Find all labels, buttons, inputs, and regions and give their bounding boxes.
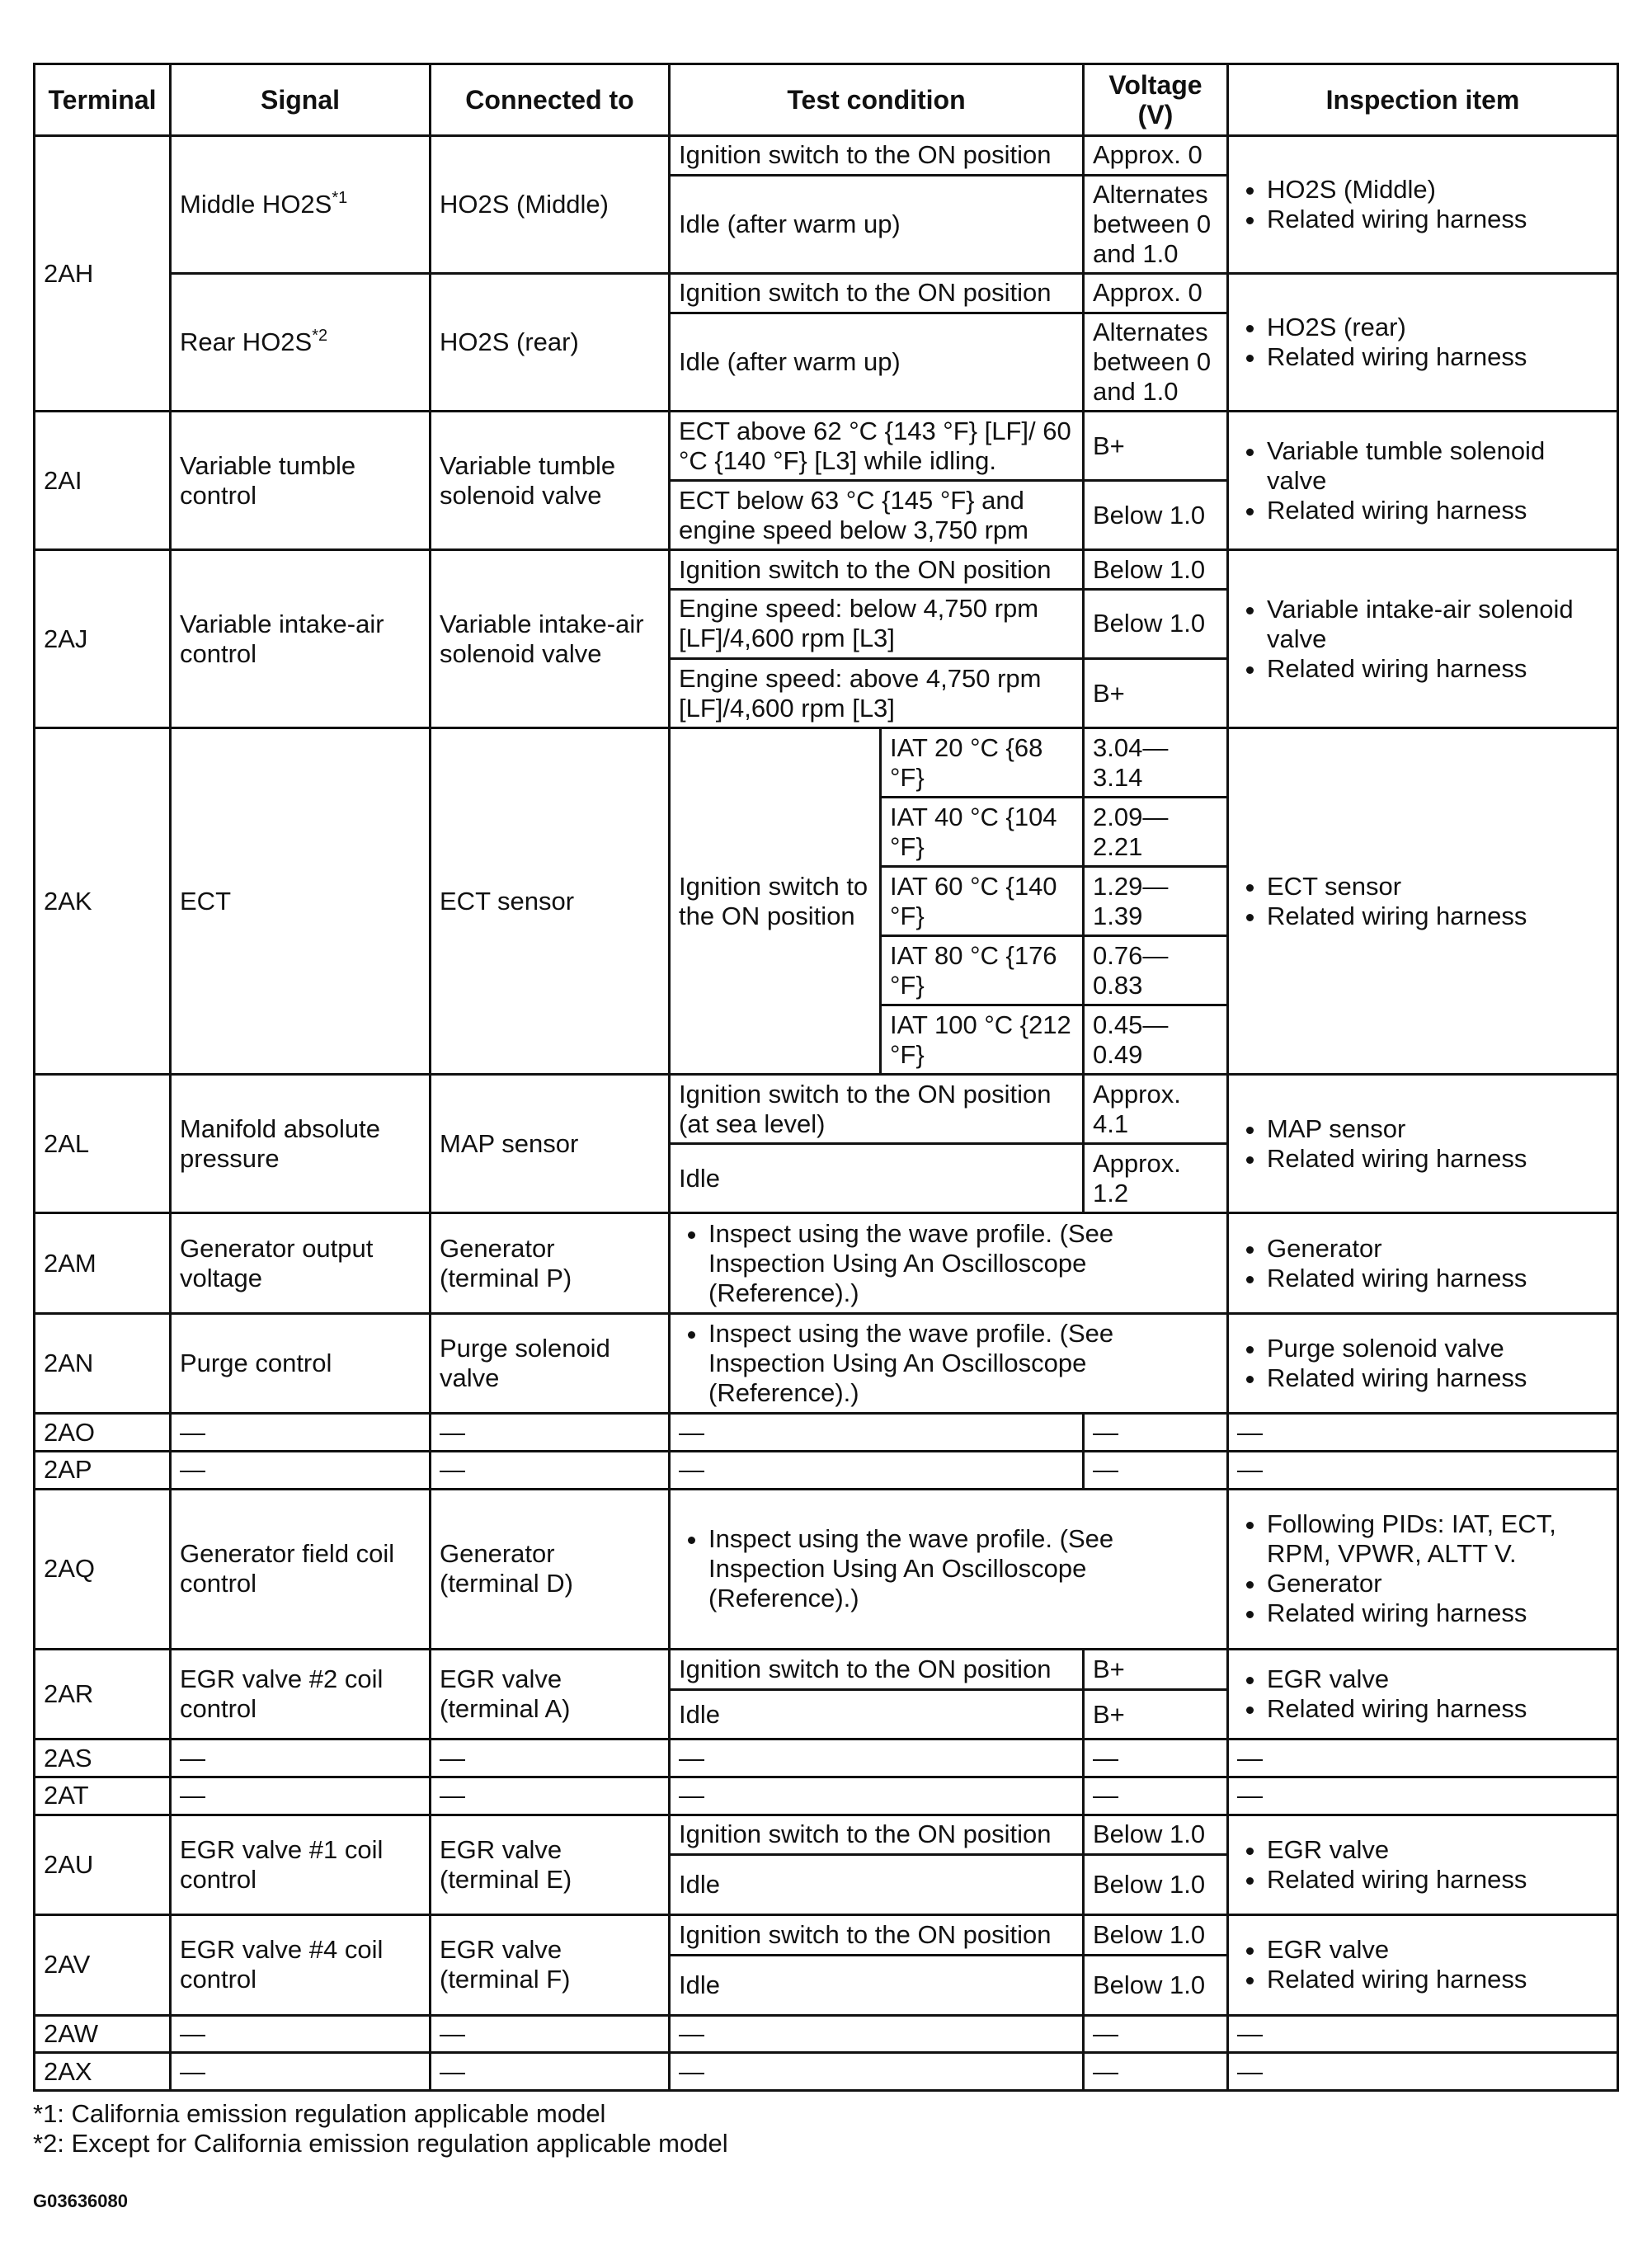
empty-cell: — [670, 1777, 1084, 1815]
table-row [35, 412, 1618, 481]
empty-cell: — [670, 1740, 1084, 1777]
empty-cell: — [171, 1452, 431, 1490]
footnotes [33, 2099, 728, 2158]
terminal-cell: 2AV [35, 1915, 171, 2016]
table-row [35, 1313, 1618, 1414]
voltage-cell: Below 1.0 [1084, 1855, 1228, 1915]
voltage-cell: 3.04— 3.14 [1084, 728, 1228, 798]
condition-cell: • Inspect using the wave profile. (See Inspection Using An Oscilloscope (Reference).) [670, 1213, 1228, 1314]
condition-cell: Idle [670, 1955, 1084, 2015]
voltage-cell: Approx. 1.2 [1084, 1144, 1228, 1213]
inspection-cell: • Generator • Related wiring harness [1228, 1213, 1618, 1314]
empty-cell: — [171, 2015, 431, 2053]
header-test-condition: Test condition [670, 64, 1084, 136]
connected-cell: EGR valve (terminal A) [431, 1650, 670, 1740]
header-connected-to: Connected to [431, 64, 670, 136]
voltage-cell: 0.76— 0.83 [1084, 936, 1228, 1005]
voltage-cell: Below 1.0 [1084, 481, 1228, 550]
empty-cell: — [1228, 2053, 1618, 2091]
empty-cell: — [431, 1740, 670, 1777]
voltage-cell: Approx. 4.1 [1084, 1075, 1228, 1144]
empty-cell: — [1228, 1414, 1618, 1452]
signal-cell: EGR valve #4 coil control [171, 1915, 431, 2016]
condition-cell: Engine speed: above 4,750 rpm [LF]/4,600 rpm [L3] [670, 659, 1084, 728]
header-row [35, 64, 1618, 136]
voltage-cell: Below 1.0 [1084, 550, 1228, 590]
table-row [35, 1075, 1618, 1144]
terminal-cell: 2AT [35, 1777, 171, 1815]
voltage-cell: 0.45— 0.49 [1084, 1005, 1228, 1075]
inspection-cell: • MAP sensor • Related wiring harness [1228, 1075, 1618, 1213]
terminal-cell: 2AM [35, 1213, 171, 1314]
sub-condition-cell: IAT 20 °C {68 °F} [881, 728, 1084, 798]
voltage-cell: 2.09— 2.21 [1084, 798, 1228, 867]
empty-cell: — [670, 2053, 1084, 2091]
header-terminal: Terminal [35, 64, 171, 136]
table-row [35, 1489, 1618, 1649]
inspection-cell: • Following PIDs: IAT, ECT, RPM, VPWR, ALTT V. • Generator • Related wiring harness [1228, 1489, 1618, 1649]
empty-cell: — [1084, 1777, 1228, 1815]
empty-cell: — [171, 1414, 431, 1452]
connected-cell: Generator (terminal D) [431, 1489, 670, 1649]
sub-condition-cell: IAT 40 °C {104 °F} [881, 798, 1084, 867]
terminal-cell: 2AP [35, 1452, 171, 1490]
voltage-cell: Below 1.0 [1084, 589, 1228, 658]
signal-cell: Middle $HO2S^{*1}$ [171, 136, 431, 274]
condition-cell: Ignition switch to the ON position [670, 550, 1084, 590]
terminal-cell: 2AK [35, 728, 171, 1075]
condition-cell: Ignition switch to the ON position [670, 274, 1084, 313]
condition-cell: ECT below 63 °C {145 °F} and engine speed below 3,750 rpm [670, 481, 1084, 550]
signal-cell: Variable intake-air control [171, 550, 431, 728]
inspection-cell: • Variable intake-air solenoid valve • Related wiring harness [1228, 550, 1618, 728]
inspection-cell: • Purge solenoid valve • Related wiring harness [1228, 1313, 1618, 1414]
condition-cell: Ignition switch to the ON position [670, 1650, 1084, 1690]
voltage-cell: B+ [1084, 659, 1228, 728]
sub-condition-cell: IAT 80 °C {176 °F} [881, 936, 1084, 1005]
voltage-cell: B+ [1084, 1689, 1228, 1740]
terminal-cell: 2AL [35, 1075, 171, 1213]
terminal-cell: 2AH [35, 136, 171, 412]
table-row [35, 1414, 1618, 1452]
condition-cell: Idle [670, 1144, 1084, 1213]
inspection-cell: • HO2S (rear) • Related wiring harness [1228, 274, 1618, 412]
terminal-cell: 2AU [35, 1815, 171, 1915]
terminal-cell: 2AO [35, 1414, 171, 1452]
terminal-voltage-table [33, 63, 1619, 2092]
terminal-cell: 2AX [35, 2053, 171, 2091]
table-row [35, 1740, 1618, 1777]
connected-cell: EGR valve (terminal F) [431, 1915, 670, 2016]
inspection-cell: • EGR valve • Related wiring harness [1228, 1650, 1618, 1740]
table-row [35, 1815, 1618, 1855]
header-inspection-item: Inspection item [1228, 64, 1618, 136]
empty-cell: — [1228, 1452, 1618, 1490]
condition-cell: Ignition switch to the ON position [670, 136, 1084, 176]
empty-cell: — [1084, 2015, 1228, 2053]
table-row [35, 1213, 1618, 1314]
signal-cell: Purge control [171, 1313, 431, 1414]
terminal-cell: 2AI [35, 412, 171, 550]
signal-cell: Manifold absolute pressure [171, 1075, 431, 1213]
empty-cell: — [670, 1452, 1084, 1490]
condition-cell: Engine speed: below 4,750 rpm [LF]/4,600 rpm [L3] [670, 589, 1084, 658]
inspection-cell: • EGR valve • Related wiring harness [1228, 1815, 1618, 1915]
connected-cell: HO2S (rear) [431, 274, 670, 412]
condition-cell: Ignition switch to the ON position [670, 728, 881, 1075]
empty-cell: — [431, 1452, 670, 1490]
table-row [35, 550, 1618, 590]
pin-table-sheet [33, 63, 1617, 2092]
voltage-cell: Approx. 0 [1084, 274, 1228, 313]
voltage-cell: Below 1.0 [1084, 1815, 1228, 1855]
connected-cell: HO2S (Middle) [431, 136, 670, 274]
header-voltage: Voltage (V) [1084, 64, 1228, 136]
connected-cell: Variable tumble solenoid valve [431, 412, 670, 550]
empty-cell: — [431, 2053, 670, 2091]
condition-cell: Idle [670, 1855, 1084, 1915]
connected-cell: Variable intake-air solenoid valve [431, 550, 670, 728]
sub-condition-cell: IAT 100 °C {212 °F} [881, 1005, 1084, 1075]
table-row [35, 728, 1618, 798]
footnote-1: *1: California emission regulation applicable model [33, 2099, 606, 2128]
voltage-cell: Approx. 0 [1084, 136, 1228, 176]
inspection-cell: • Variable tumble solenoid valve • Related wiring harness [1228, 412, 1618, 550]
terminal-cell: 2AS [35, 1740, 171, 1777]
condition-cell: Idle (after warm up) [670, 175, 1084, 274]
empty-cell: — [431, 2015, 670, 2053]
signal-cell: Variable tumble control [171, 412, 431, 550]
header-signal: Signal [171, 64, 431, 136]
empty-cell: — [670, 1414, 1084, 1452]
connected-cell: EGR valve (terminal E) [431, 1815, 670, 1915]
table-row [35, 2053, 1618, 2091]
empty-cell: — [171, 1777, 431, 1815]
table-row [35, 1650, 1618, 1690]
empty-cell: — [171, 2053, 431, 2091]
condition-cell: • Inspect using the wave profile. (See Inspection Using An Oscilloscope (Reference).) [670, 1313, 1228, 1414]
table-row [35, 1915, 1618, 1956]
voltage-cell: Below 1.0 [1084, 1915, 1228, 1956]
empty-cell: — [1084, 1414, 1228, 1452]
signal-cell: ECT [171, 728, 431, 1075]
condition-cell: Ignition switch to the ON position [670, 1915, 1084, 1956]
terminal-cell: 2AQ [35, 1489, 171, 1649]
inspection-cell: • EGR valve • Related wiring harness [1228, 1915, 1618, 2016]
connected-cell: Purge solenoid valve [431, 1313, 670, 1414]
condition-cell: ECT above 62 °C {143 °F} [LF]/ 60 °C {140 °F} [L3] while idling. [670, 412, 1084, 481]
empty-cell: — [171, 1740, 431, 1777]
terminal-cell: 2AW [35, 2015, 171, 2053]
table-row [35, 1777, 1618, 1815]
signal-cell: EGR valve #2 coil control [171, 1650, 431, 1740]
signal-cell: EGR valve #1 coil control [171, 1815, 431, 1915]
table-row [35, 274, 1618, 313]
sub-condition-cell: IAT 60 °C {140 °F} [881, 867, 1084, 936]
empty-cell: — [670, 2015, 1084, 2053]
terminal-cell: 2AR [35, 1650, 171, 1740]
signal-cell: Generator field coil control [171, 1489, 431, 1649]
table-row [35, 2015, 1618, 2053]
empty-cell: — [1084, 1452, 1228, 1490]
voltage-cell: Alternates between 0 and 1.0 [1084, 175, 1228, 274]
voltage-cell: B+ [1084, 1650, 1228, 1690]
empty-cell: — [1084, 1740, 1228, 1777]
voltage-cell: Below 1.0 [1084, 1955, 1228, 2015]
empty-cell: — [431, 1777, 670, 1815]
terminal-cell: 2AJ [35, 550, 171, 728]
connected-cell: MAP sensor [431, 1075, 670, 1213]
condition-cell: • Inspect using the wave profile. (See Inspection Using An Oscilloscope (Reference).) [670, 1489, 1228, 1649]
empty-cell: — [431, 1414, 670, 1452]
table-row [35, 1452, 1618, 1490]
empty-cell: — [1228, 1740, 1618, 1777]
figure-code: G03636080 [33, 2191, 128, 2211]
condition-cell: Ignition switch to the ON position [670, 1815, 1084, 1855]
condition-cell: Idle [670, 1689, 1084, 1740]
condition-cell: Idle (after warm up) [670, 313, 1084, 412]
condition-cell: Ignition switch to the ON position (at sea level) [670, 1075, 1084, 1144]
inspection-cell: • HO2S (Middle) • Related wiring harness [1228, 136, 1618, 274]
inspection-cell: • ECT sensor • Related wiring harness [1228, 728, 1618, 1075]
empty-cell: — [1228, 2015, 1618, 2053]
connected-cell: ECT sensor [431, 728, 670, 1075]
footnote-2: *2: Except for California emission regulation applicable model [33, 2129, 728, 2158]
terminal-cell: 2AN [35, 1313, 171, 1414]
voltage-cell: Alternates between 0 and 1.0 [1084, 313, 1228, 412]
table-row [35, 136, 1618, 176]
signal-cell: Generator output voltage [171, 1213, 431, 1314]
signal-cell: Rear $HO2S^{*2}$ [171, 274, 431, 412]
empty-cell: — [1228, 1777, 1618, 1815]
empty-cell: — [1084, 2053, 1228, 2091]
connected-cell: Generator (terminal P) [431, 1213, 670, 1314]
voltage-cell: B+ [1084, 412, 1228, 481]
voltage-cell: 1.29— 1.39 [1084, 867, 1228, 936]
